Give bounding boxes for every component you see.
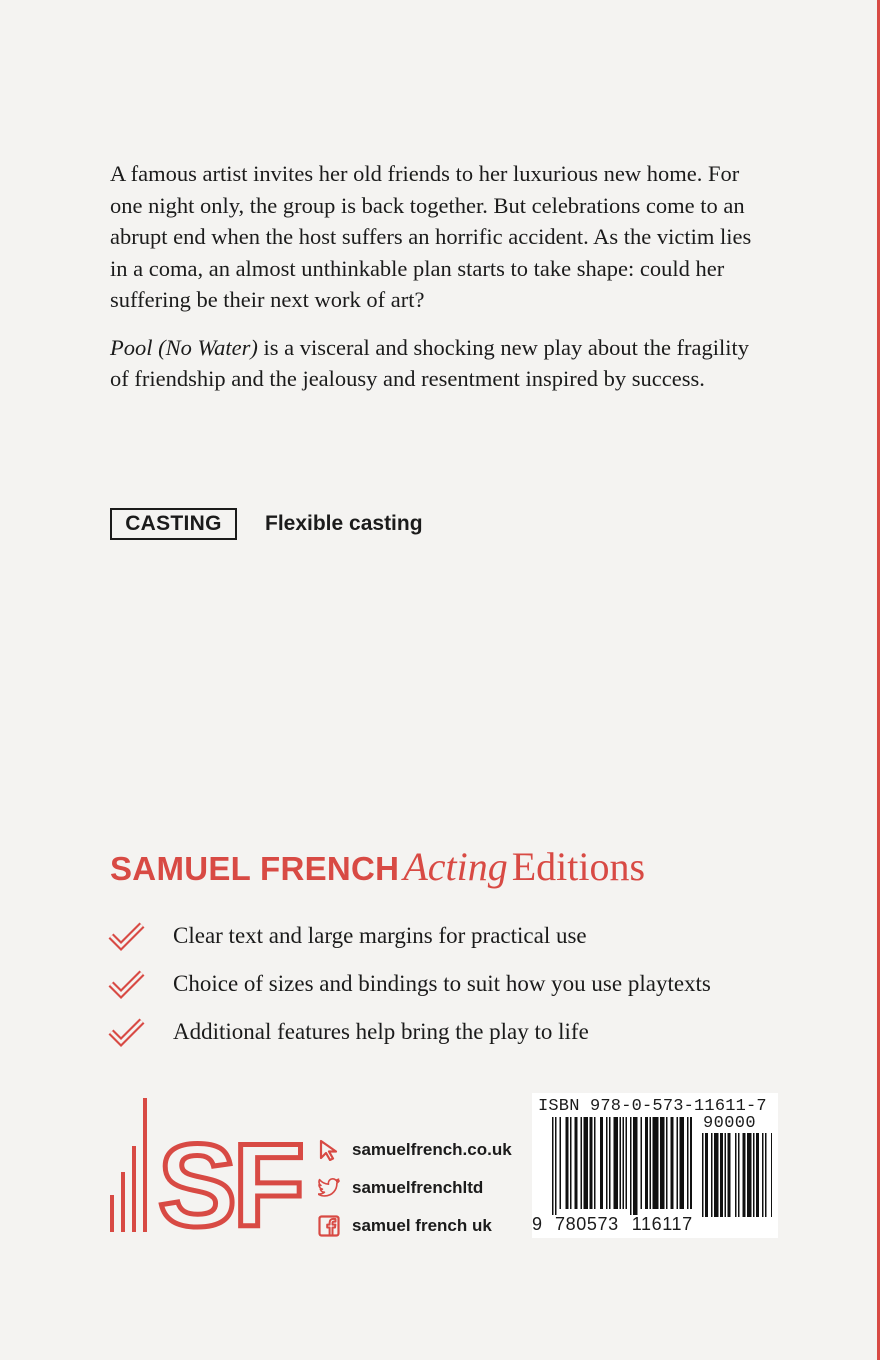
barcode-bar xyxy=(728,1133,731,1217)
barcode-bar xyxy=(633,1117,638,1215)
social-facebook[interactable] xyxy=(318,1207,512,1245)
website-link[interactable]: samuelfrench.co.uk xyxy=(352,1140,512,1159)
barcode-bar xyxy=(650,1117,652,1209)
blurb xyxy=(110,158,770,411)
barcode-bar xyxy=(705,1133,708,1217)
feature-item xyxy=(108,1008,711,1056)
blurb-paragraph-2 xyxy=(110,332,770,395)
feature-item xyxy=(108,912,711,960)
feature-item xyxy=(108,960,711,1008)
barcode-bar xyxy=(609,1117,611,1209)
checkmark-icon xyxy=(108,1017,146,1047)
blurb-paragraph-1: A famous artist invites her old friends to her luxurious new home. For one night only, the group is back together. But celebrations come to an abrupt end when the host suffers an horrific accident. As the victim lies in a coma, an almost unthinkable plan starts to take shape: could her suffering be their next work of art? xyxy=(110,161,752,312)
barcode-bar xyxy=(575,1117,578,1209)
barcode-bar xyxy=(590,1117,593,1209)
barcode-bar xyxy=(623,1117,625,1209)
checkmark-icon xyxy=(108,921,146,951)
barcode-bar xyxy=(641,1117,643,1209)
blurb-paragraph-2-text: is a visceral and shocking new play about the fragility of friendship and the jealousy and resentment inspired by success. xyxy=(110,334,750,391)
barcode-bar xyxy=(756,1133,759,1217)
barcode-bar xyxy=(753,1133,755,1217)
ean-first-digit: 9 xyxy=(532,1214,543,1234)
barcode-bar xyxy=(687,1117,689,1209)
barcode-bar xyxy=(594,1117,596,1209)
logo-letters: SF xyxy=(158,1120,301,1234)
barcode-bar xyxy=(555,1117,557,1215)
barcode-bar xyxy=(702,1133,704,1217)
cursor-icon xyxy=(318,1139,340,1161)
barcode-bar xyxy=(690,1117,692,1209)
barcode-bar xyxy=(560,1117,562,1209)
barcode-bar xyxy=(680,1117,685,1209)
barcode-bar xyxy=(645,1117,648,1209)
social-links xyxy=(318,1131,512,1245)
barcode-addon-digits: 90000 xyxy=(703,1114,757,1133)
barcode-bar xyxy=(552,1117,554,1215)
barcode-bar xyxy=(743,1133,746,1217)
barcode-bar xyxy=(735,1133,737,1217)
isbn-barcode xyxy=(532,1093,778,1238)
samuel-french-logo xyxy=(108,1098,304,1234)
feature-text: Clear text and large margins for practical use xyxy=(173,923,587,948)
barcode-bar xyxy=(714,1133,719,1217)
play-title: Pool (No Water) xyxy=(110,334,258,360)
barcode-bar xyxy=(725,1133,727,1217)
barcode-bar xyxy=(711,1133,713,1217)
barcode-bar xyxy=(677,1117,679,1209)
barcode-bar xyxy=(771,1133,772,1217)
barcode-bar xyxy=(570,1117,572,1209)
twitter-link[interactable]: samuelfrenchltd xyxy=(352,1178,484,1197)
barcode-bar xyxy=(566,1117,569,1209)
barcode-bar xyxy=(606,1117,608,1209)
barcode-bar xyxy=(620,1117,622,1209)
twitter-icon xyxy=(318,1177,340,1199)
isbn-text: ISBN 978-0-573-11611-7 xyxy=(538,1097,767,1116)
casting-label: CASTING xyxy=(110,508,237,540)
barcode-bar xyxy=(653,1117,659,1209)
social-website[interactable] xyxy=(318,1131,512,1169)
series-brand: SAMUEL FRENCH xyxy=(110,850,400,887)
barcode-bar xyxy=(762,1133,764,1217)
barcode-bar xyxy=(765,1133,767,1217)
barcode-bar xyxy=(738,1133,740,1217)
barcode-bar xyxy=(630,1117,632,1215)
checkmark-icon xyxy=(108,969,146,999)
feature-text: Choice of sizes and bindings to suit how you use playtexts xyxy=(173,971,711,996)
barcode-bar xyxy=(671,1117,674,1209)
barcode-addon-bars xyxy=(702,1133,772,1217)
series-acting: Acting xyxy=(403,844,508,889)
ean-digits xyxy=(532,1214,693,1235)
feature-list xyxy=(108,912,711,1056)
casting-row xyxy=(110,508,423,540)
facebook-link[interactable]: samuel french uk xyxy=(352,1216,492,1235)
barcode-bar xyxy=(581,1117,583,1209)
barcode-bar xyxy=(660,1117,665,1209)
barcode-bar xyxy=(614,1117,619,1209)
barcode-main-bars xyxy=(552,1117,692,1217)
barcode-bar xyxy=(666,1117,668,1209)
ean-left-group: 780573 xyxy=(555,1214,619,1234)
barcode-bar xyxy=(626,1117,628,1209)
series-heading xyxy=(110,843,645,890)
feature-text: Additional features help bring the play to life xyxy=(173,1019,589,1044)
barcode-bar xyxy=(600,1117,603,1209)
casting-value: Flexible casting xyxy=(265,512,423,535)
ean-right-group: 116117 xyxy=(631,1214,693,1234)
facebook-icon xyxy=(318,1215,340,1237)
barcode-bar xyxy=(747,1133,752,1217)
barcode-bar xyxy=(720,1133,723,1217)
social-twitter[interactable] xyxy=(318,1169,512,1207)
barcode-bar xyxy=(584,1117,589,1209)
series-editions: Editions xyxy=(511,844,646,889)
